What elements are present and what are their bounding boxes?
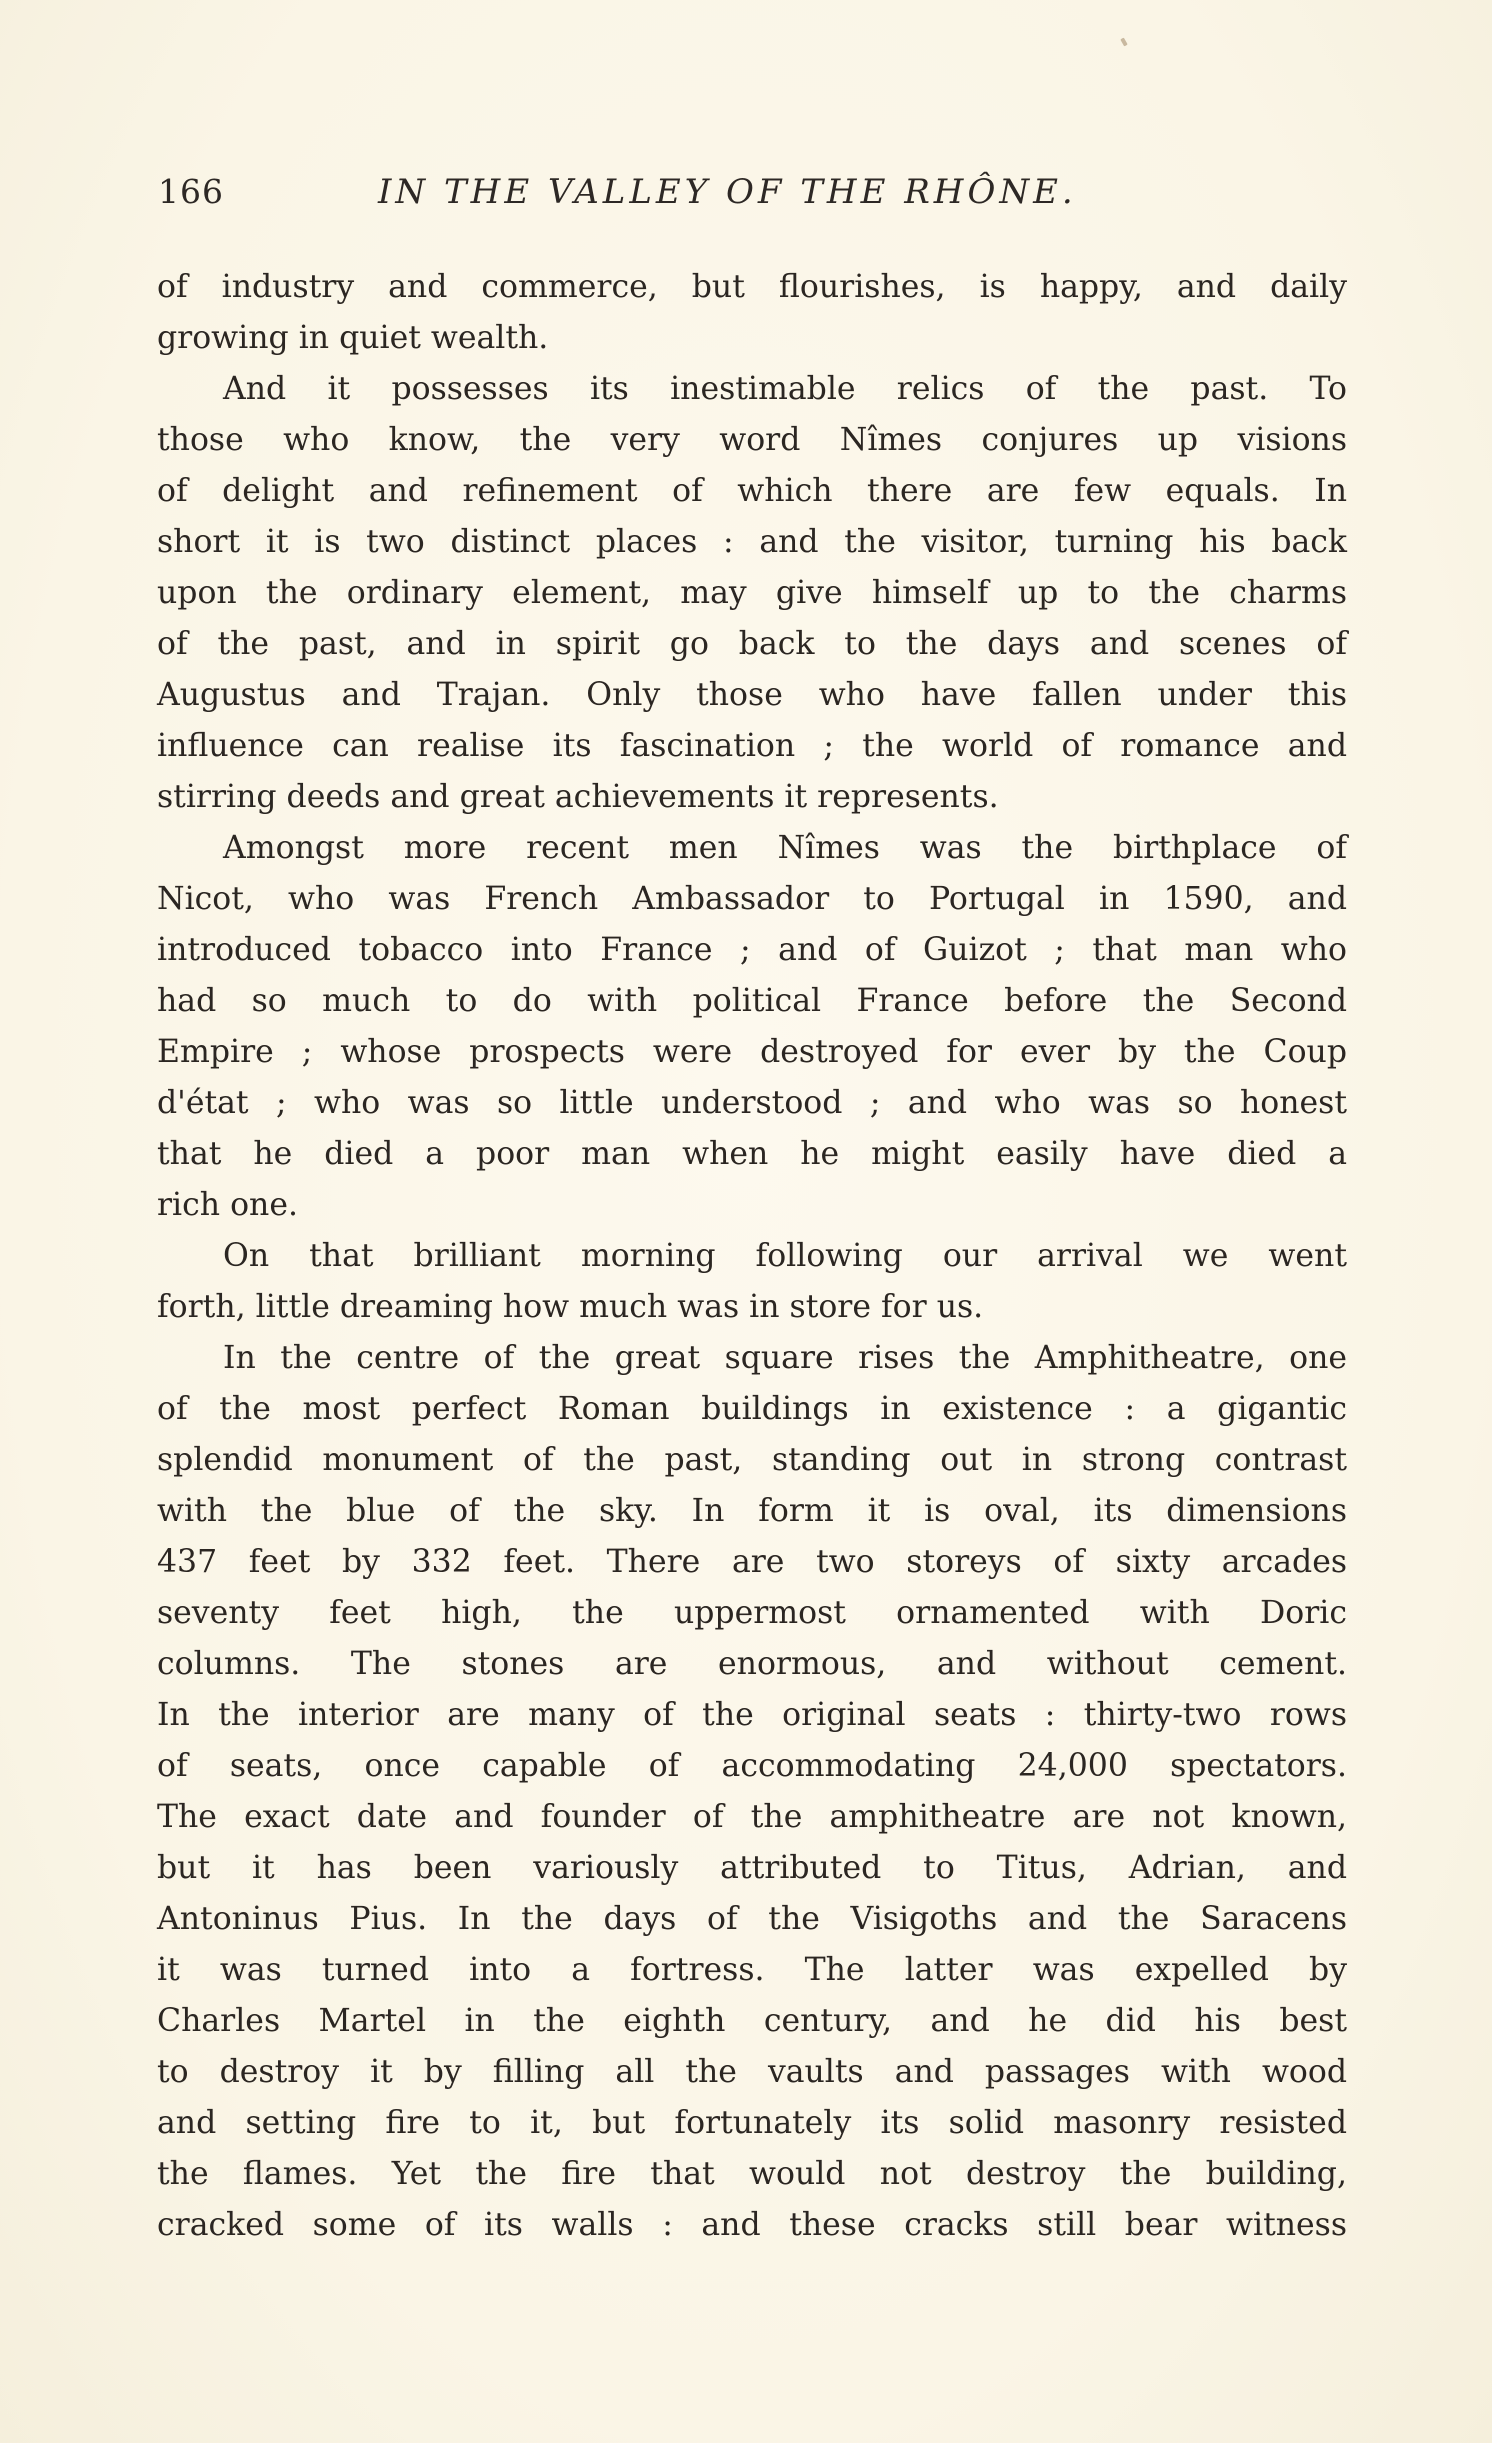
text-line: and setting fire to it, but fortunately its solid masonry resisted — [157, 2105, 1347, 2141]
text-line: upon the ordinary element, may give himself up to the charms — [157, 575, 1347, 611]
text-line: stirring deeds and great achievements it represents. — [157, 779, 999, 815]
running-title: IN THE VALLEY OF THE RHÔNE. — [378, 172, 1077, 212]
body-text — [157, 262, 1347, 2251]
paragraph — [157, 1333, 1347, 2251]
text-line: Amongst more recent men Nîmes was the birthplace of — [223, 830, 1347, 866]
paragraph — [157, 364, 1347, 823]
text-line: of the past, and in spirit go back to the days and scenes of — [157, 626, 1347, 662]
text-line: to destroy it by filling all the vaults and passages with wood — [157, 2054, 1347, 2090]
text-line: of seats, once capable of accommodating 24,000 spectators. — [157, 1748, 1347, 1784]
text-line: that he died a poor man when he might easily have died a — [157, 1136, 1347, 1172]
text-line: Empire ; whose prospects were destroyed for ever by the Coup — [157, 1034, 1347, 1070]
text-line: Charles Martel in the eighth century, and he did his best — [157, 2003, 1347, 2039]
paragraph — [157, 262, 1347, 364]
paragraph — [157, 823, 1347, 1231]
text-line: short it is two distinct places : and the visitor, turning his back — [157, 524, 1347, 560]
text-line: growing in quiet wealth. — [157, 320, 549, 356]
text-line: of the most perfect Roman buildings in existence : a gigantic — [157, 1391, 1347, 1427]
text-line: but it has been variously attributed to Titus, Adrian, and — [157, 1850, 1347, 1886]
text-line: Antoninus Pius. In the days of the Visigoths and the Saracens — [157, 1901, 1347, 1937]
text-line: The exact date and founder of the amphitheatre are not known, — [157, 1799, 1347, 1835]
paragraph — [157, 1231, 1347, 1333]
text-line: with the blue of the sky. In form it is oval, its dimensions — [157, 1493, 1347, 1529]
text-line: cracked some of its walls : and these cracks still bear witness — [157, 2207, 1347, 2243]
text-line: 437 feet by 332 feet. There are two storeys of sixty arcades — [157, 1544, 1347, 1580]
page-header — [158, 172, 1338, 222]
text-line: columns. The stones are enormous, and without cement. — [157, 1646, 1347, 1682]
text-line: d'état ; who was so little understood ; and who was so honest — [157, 1085, 1347, 1121]
text-line: seventy feet high, the uppermost ornamented with Doric — [157, 1595, 1347, 1631]
text-line: Nicot, who was French Ambassador to Portugal in 1590, and — [157, 881, 1347, 917]
text-line: Augustus and Trajan. Only those who have fallen under this — [157, 677, 1347, 713]
text-line: In the interior are many of the original seats : thirty-two rows — [157, 1697, 1347, 1733]
text-line: it was turned into a fortress. The latter was expelled by — [157, 1952, 1347, 1988]
text-line: of industry and commerce, but flourishes, is happy, and daily — [157, 269, 1347, 305]
text-line: And it possesses its inestimable relics of the past. To — [223, 371, 1347, 407]
text-line: introduced tobacco into France ; and of Guizot ; that man who — [157, 932, 1347, 968]
text-line: influence can realise its fascination ; the world of romance and — [157, 728, 1347, 764]
text-line: those who know, the very word Nîmes conjures up visions — [157, 422, 1347, 458]
text-line: of delight and refinement of which there are few equals. In — [157, 473, 1347, 509]
text-line: splendid monument of the past, standing out in strong contrast — [157, 1442, 1347, 1478]
text-line: the flames. Yet the fire that would not destroy the building, — [157, 2156, 1347, 2192]
text-line: rich one. — [157, 1187, 298, 1223]
text-line: had so much to do with political France before the Second — [157, 983, 1347, 1019]
text-line: forth, little dreaming how much was in store for us. — [157, 1289, 984, 1325]
page-number: 166 — [158, 172, 224, 211]
paper-speck — [1120, 38, 1127, 47]
text-line: On that brilliant morning following our arrival we went — [223, 1238, 1347, 1274]
text-line: In the centre of the great square rises the Amphitheatre, one — [223, 1340, 1347, 1376]
